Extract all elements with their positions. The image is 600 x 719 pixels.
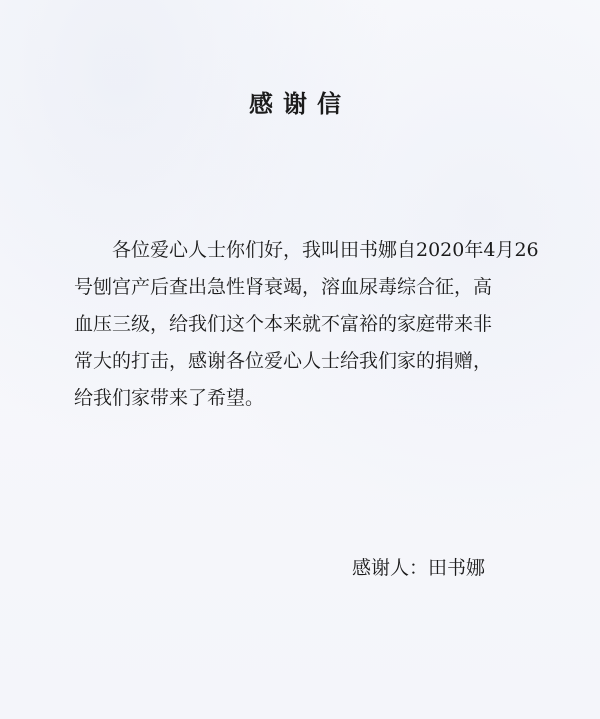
body-line: 常大的打击，感谢各位爱心人士给我们家的捐赠， <box>74 350 493 372</box>
body-line: 血压三级，给我们这个本来就不富裕的家庭带来非 <box>74 313 493 335</box>
letter-body <box>74 232 574 417</box>
letter-title: 感谢信 <box>249 89 351 118</box>
signature-line: 感谢人：田书娜 <box>352 557 486 579</box>
body-line: 给我们家带来了希望。 <box>74 387 265 409</box>
body-line: 号刨宫产后查出急性肾衰竭，溶血尿毒综合征，高 <box>74 276 493 298</box>
body-line: 各位爱心人士你们好，我叫田书娜自2020年4月26 <box>74 239 539 261</box>
